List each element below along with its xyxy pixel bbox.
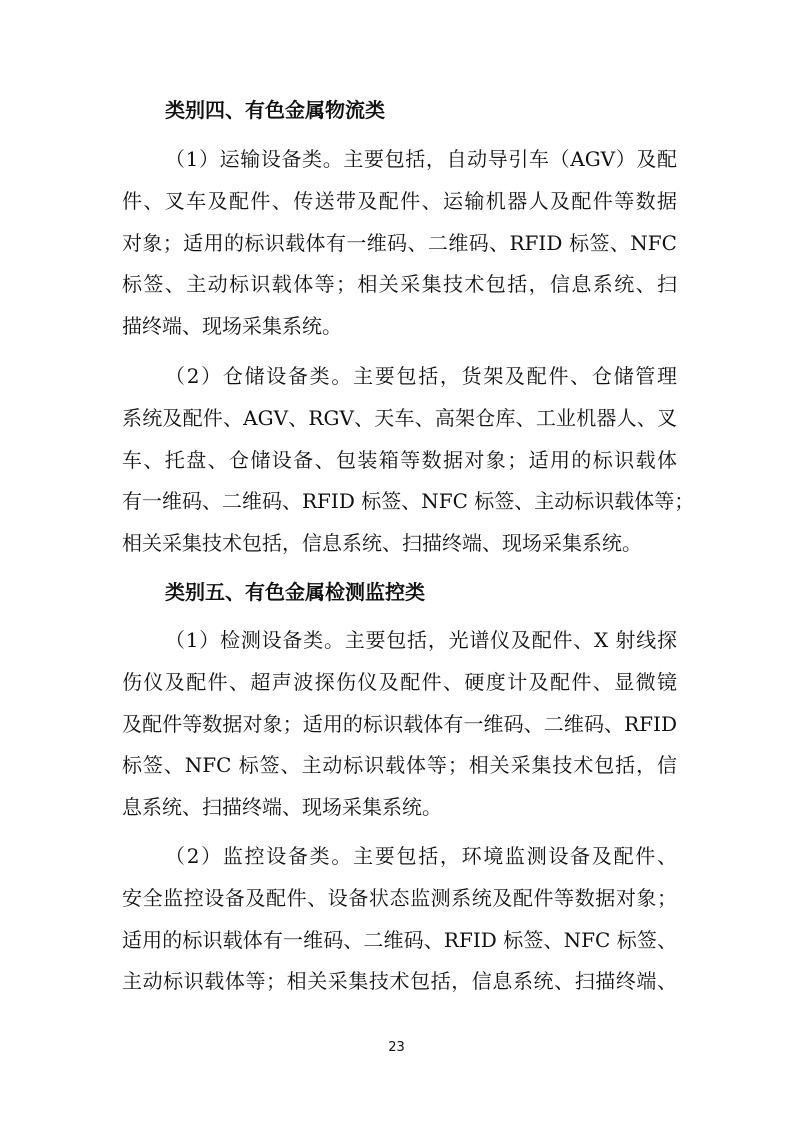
paragraph-inspection-equipment xyxy=(122,620,677,829)
page-number: 23 xyxy=(388,1040,405,1055)
paragraph-storage-equipment xyxy=(122,356,695,565)
text-line: （2）监控设备类。主要包括，环境监测设备及配件、 xyxy=(165,844,677,868)
text-line: 息系统、扫描终端、现场采集系统。 xyxy=(122,795,442,820)
text-line: 车、托盘、仓储设备、包装箱等数据对象；适用的标识载体 xyxy=(122,447,677,472)
text-line: 标签、NFC 标签、主动标识载体等；相关采集技术包括，信 xyxy=(122,753,677,778)
text-line: （2）仓储设备类。主要包括，货架及配件、仓储管理 xyxy=(165,364,677,388)
text-line: 描终端、现场采集系统。 xyxy=(122,314,342,339)
paragraph-monitoring-equipment xyxy=(122,836,677,1003)
section-heading-4: 类别四、有色金属物流类 xyxy=(165,98,385,122)
text-line: 有一维码、二维码、RFID 标签、NFC 标签、主动标识载体等； xyxy=(122,489,695,514)
text-line: 相关采集技术包括，信息系统、扫描终端、现场采集系统。 xyxy=(122,531,642,556)
text-line: 及配件等数据对象；适用的标识载体有一维码、二维码、RFID xyxy=(122,711,677,736)
text-line: （1）运输设备类。主要包括，自动导引车（AGV）及配 xyxy=(165,147,677,171)
text-line: 伤仪及配件、超声波探伤仪及配件、硬度计及配件、显微镜 xyxy=(122,669,677,694)
section-heading-5: 类别五、有色金属检测监控类 xyxy=(165,580,425,604)
text-line: 安全监控设备及配件、设备状态监测系统及配件等数据对象； xyxy=(122,885,677,910)
text-line: 系统及配件、AGV、RGV、天车、高架仓库、工业机器人、叉 xyxy=(122,405,677,430)
text-line: 标签、主动标识载体等；相关采集技术包括，信息系统、扫 xyxy=(122,272,677,297)
text-line: （1）检测设备类。主要包括，光谱仪及配件、X 射线探 xyxy=(165,628,677,652)
text-line: 对象；适用的标识载体有一维码、二维码、RFID 标签、NFC xyxy=(122,230,677,255)
text-line: 主动标识载体等；相关采集技术包括，信息系统、扫描终端、 xyxy=(122,969,677,994)
paragraph-transport-equipment xyxy=(122,139,677,348)
text-line: 适用的标识载体有一维码、二维码、RFID 标签、NFC 标签、 xyxy=(122,927,677,952)
text-line: 件、叉车及配件、传送带及配件、运输机器人及配件等数据 xyxy=(122,188,677,213)
